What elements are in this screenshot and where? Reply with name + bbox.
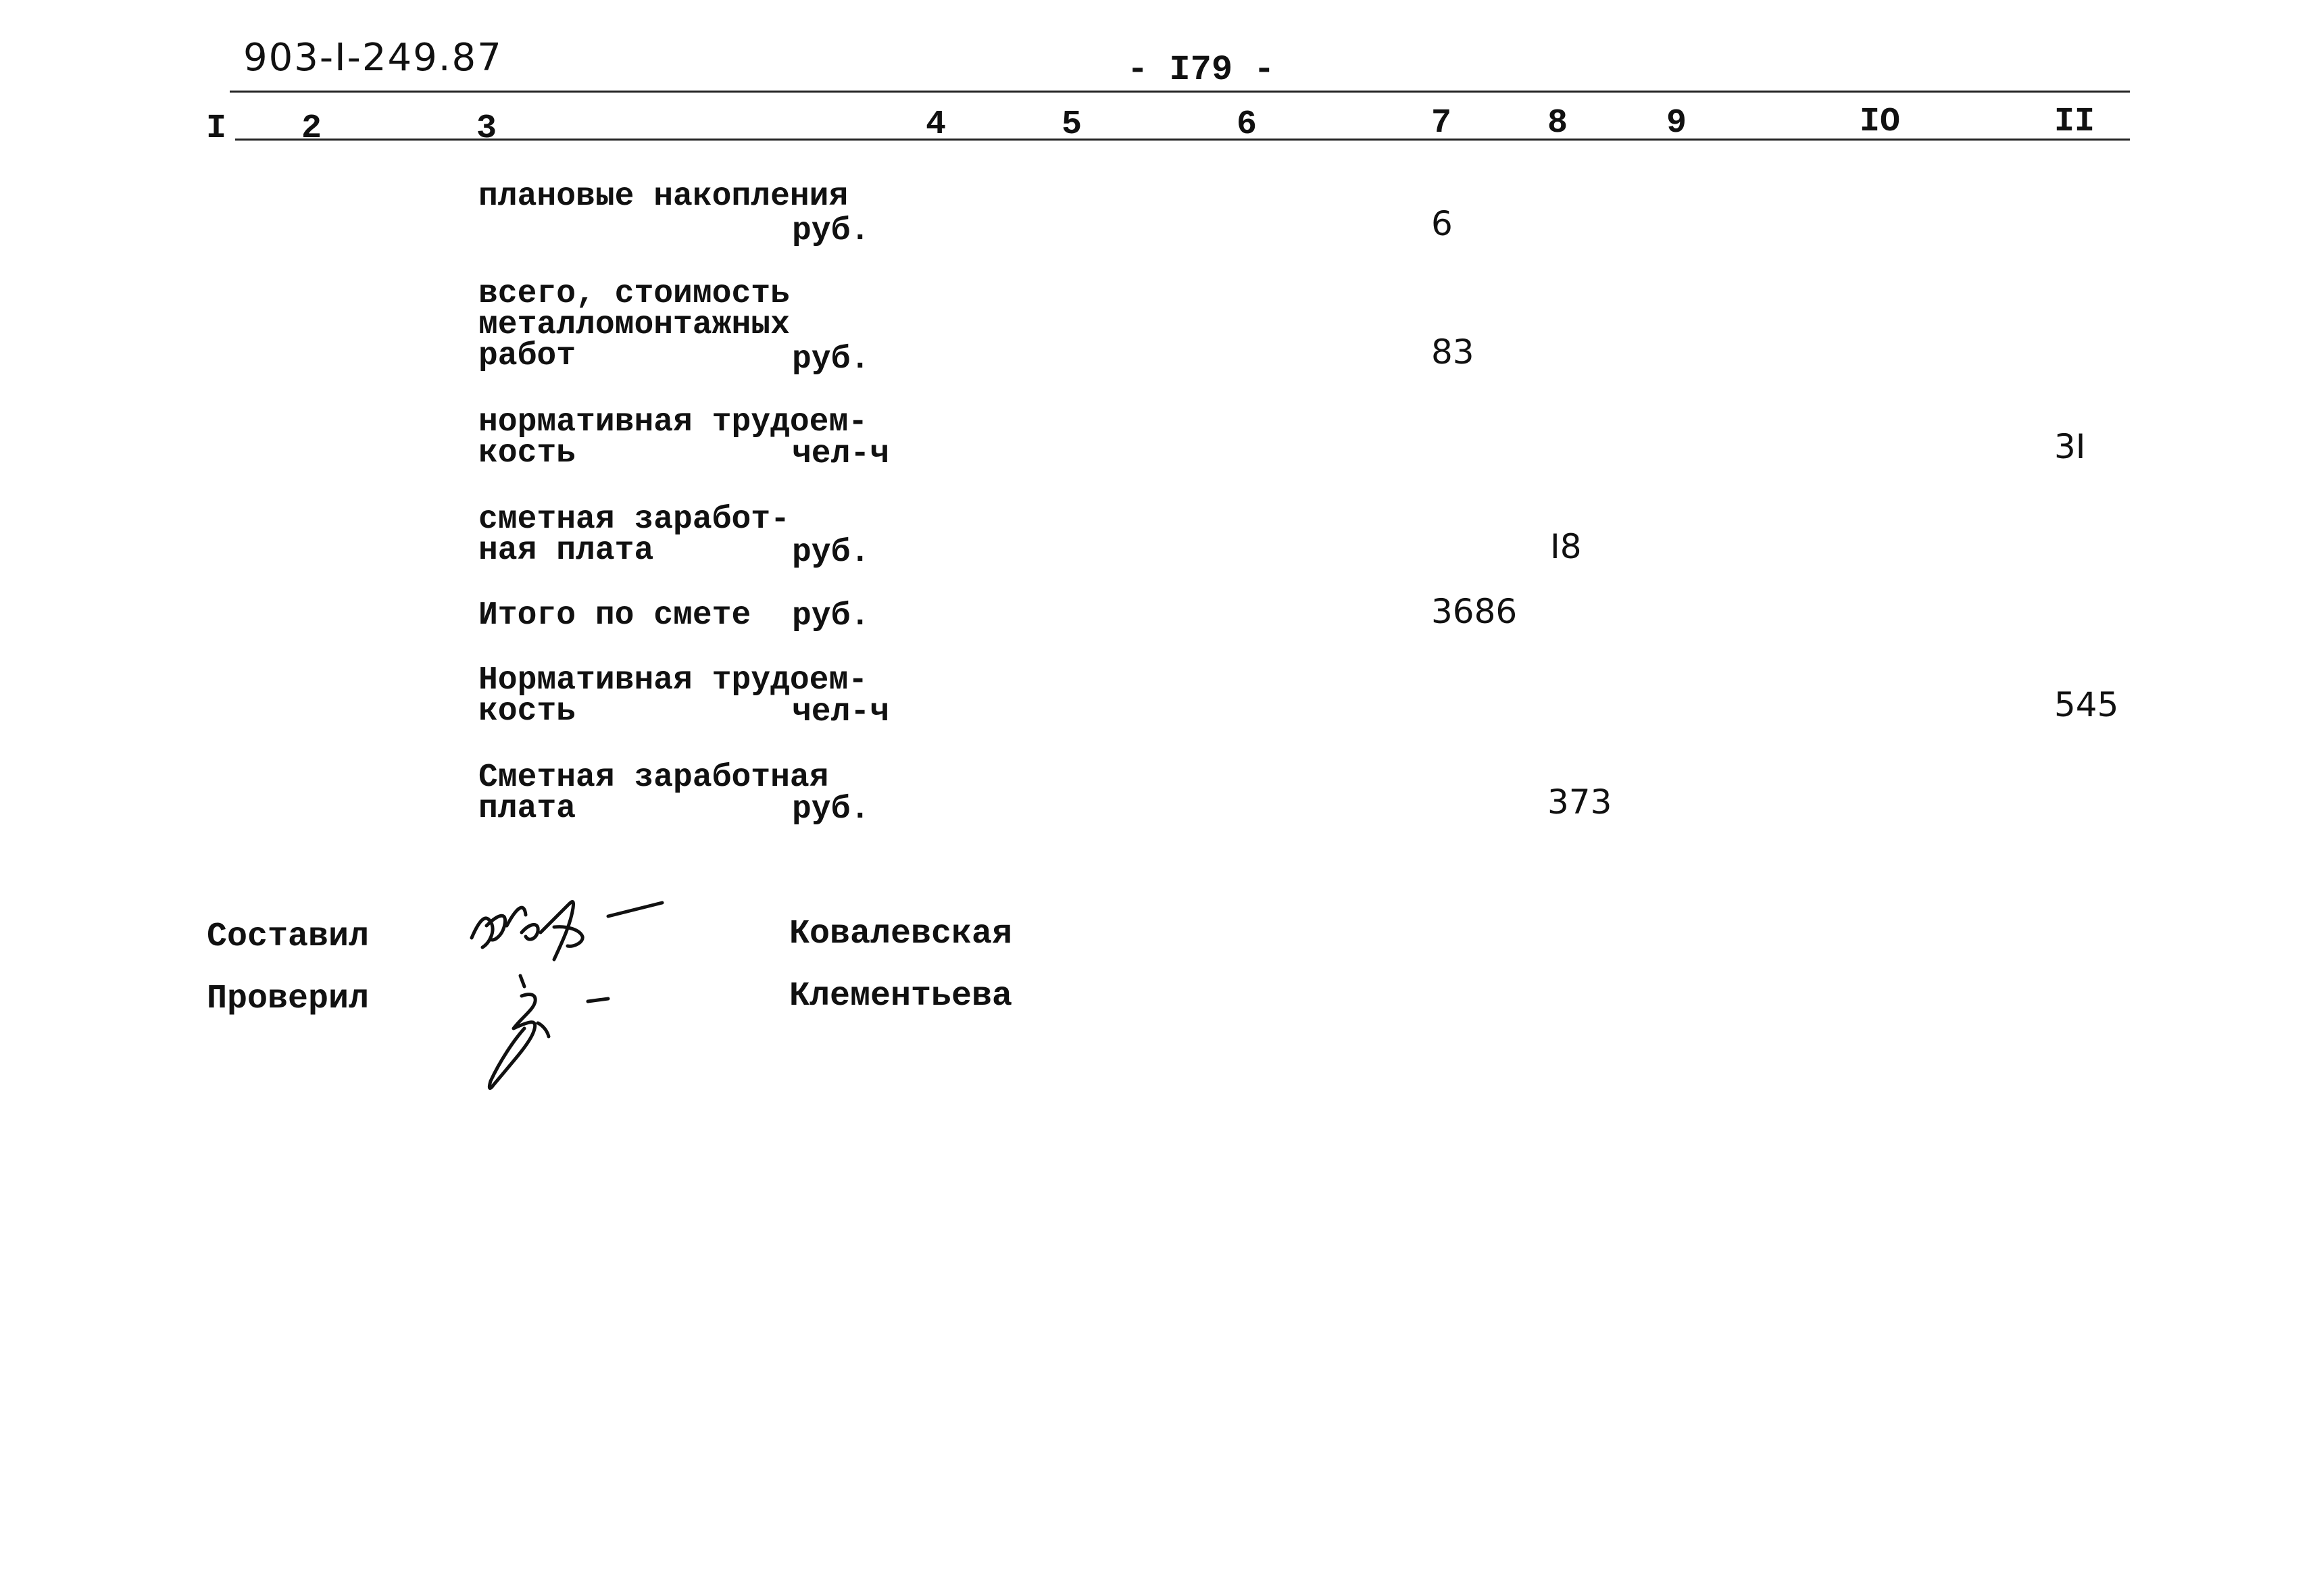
checked-by-label: Проверил xyxy=(207,980,370,1018)
row-value-col11: 3I xyxy=(2054,427,2086,466)
page-number: - I79 - xyxy=(1127,50,1275,90)
signature-compiled-icon xyxy=(459,885,676,973)
column-number-9: 9 xyxy=(1666,104,1687,143)
row-unit: руб. xyxy=(792,341,870,378)
header-top-rule xyxy=(230,91,2130,93)
column-number-10: IO xyxy=(1860,103,1901,141)
document-code: 903-I-249.87 xyxy=(243,36,503,80)
row-value-col8: I8 xyxy=(1550,527,1582,566)
column-number-11: II xyxy=(2054,103,2095,141)
column-number-7: 7 xyxy=(1431,104,1452,143)
row-label-estimate-total: Итого по смете xyxy=(478,597,751,634)
column-number-2: 2 xyxy=(301,109,322,148)
column-number-8: 8 xyxy=(1547,104,1568,143)
column-number-4: 4 xyxy=(926,105,947,144)
row-value-col8: 373 xyxy=(1547,782,1612,822)
column-number-5: 5 xyxy=(1062,105,1082,144)
compiled-by-name: Ковалевская xyxy=(789,915,1013,953)
row-unit: руб. xyxy=(792,213,870,249)
row-label-estimated-wages-total: Сметная заработная плата xyxy=(478,759,829,827)
row-label-labor-intensity-total: Нормативная трудоем- кость xyxy=(478,662,868,730)
row-label-planned-savings: плановые накопления xyxy=(478,178,849,215)
column-number-6: 6 xyxy=(1237,105,1258,144)
row-label-estimated-wages: сметная заработ- ная плата xyxy=(478,501,790,569)
row-unit: руб. xyxy=(792,791,870,828)
row-value-col7: 3686 xyxy=(1431,592,1518,631)
row-value-col7: 83 xyxy=(1431,332,1474,372)
compiled-by-label: Составил xyxy=(207,918,370,956)
row-value-col11: 545 xyxy=(2054,685,2119,724)
row-label-labor-intensity: нормативная трудоем- кость xyxy=(478,404,868,472)
signature-checked-icon xyxy=(473,966,635,1095)
header-bottom-rule xyxy=(235,139,2130,141)
row-label-total-metal-works: всего, стоимость металломонтажных работ xyxy=(478,276,790,374)
row-value-col7: 6 xyxy=(1431,204,1453,243)
row-unit: руб. xyxy=(792,598,870,634)
row-unit: чел-ч xyxy=(792,694,890,730)
row-unit: чел-ч xyxy=(792,436,890,472)
column-number-1: I xyxy=(206,109,227,148)
column-number-3: 3 xyxy=(476,109,497,148)
row-unit: руб. xyxy=(792,534,870,571)
checked-by-name: Клементьева xyxy=(789,977,1013,1016)
